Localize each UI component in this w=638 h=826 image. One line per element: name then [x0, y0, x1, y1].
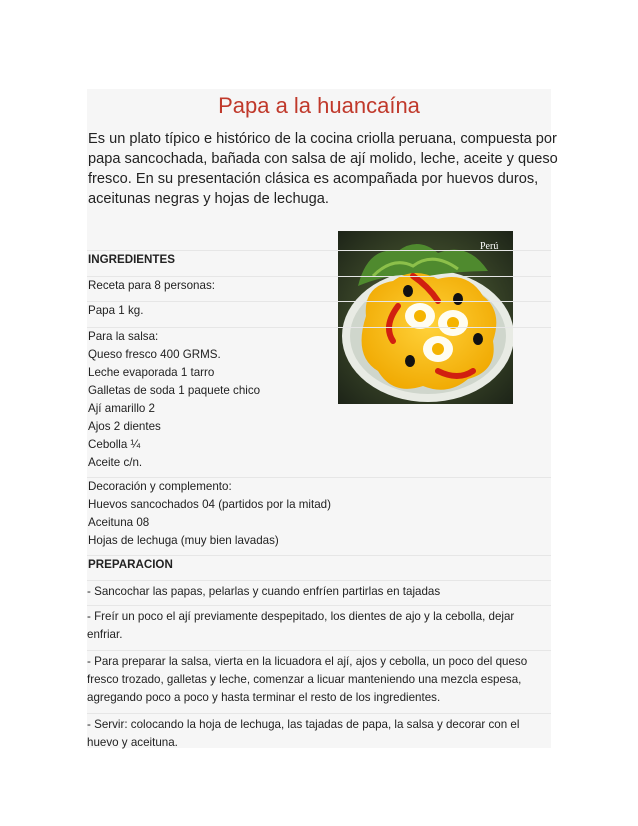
ingredients-heading: INGREDIENTES — [87, 250, 551, 269]
sauce-item: Queso fresco 400 GRMS. — [88, 348, 221, 361]
sauce-item: Ají amarillo 2 — [88, 402, 156, 415]
prep-step: - Servir: colocando la hoja de lechuga, las tajadas de papa, la salsa y decorar con el huevo y aceituna. — [87, 713, 551, 752]
sauce-item: Galletas de soda 1 paquete chico — [88, 384, 261, 397]
sauce-item: Aceite c/n. — [88, 456, 143, 469]
decoration-label: Decoración y complemento: — [88, 480, 232, 493]
decoration-item: Aceituna 08 — [88, 516, 150, 529]
page-title: Papa a la huancaína — [218, 93, 420, 118]
prep-step: - Para preparar la salsa, vierta en la licuadora el ají, ajos y cebolla, un poco del queso fresco trozado, galletas y leche, comenzar a licuar manteniendo una mezcla espesa, agregando poco a poco y hasta terminar el resto de los ingredientes. — [87, 650, 551, 707]
intro-paragraph: Es un plato típico e histórico de la cocina criolla peruana, compuesta por papa sancochada, bañada con salsa de ají molido, leche, aceite y queso fresco. En su presentación clásica es acompañada por huevos duros, aceitunas negras y hojas de lechuga. — [88, 131, 558, 207]
potato-row: Papa 1 kg. — [87, 301, 551, 320]
sauce-item: Cebolla ¼ — [88, 438, 141, 451]
prep-step: - Sancochar las papas, pelarlas y cuando enfríen partirlas en tajadas — [87, 580, 551, 601]
sauce-item: Leche evaporada 1 tarro — [88, 366, 215, 379]
sauce-block — [87, 327, 551, 472]
servings-row: Receta para 8 personas: — [87, 276, 551, 295]
sauce-item: Ajos 2 dientes — [88, 420, 161, 433]
decoration-block — [87, 477, 551, 550]
decoration-item: Huevos sancochados 04 (partidos por la mitad) — [88, 498, 331, 511]
decoration-item: Hojas de lechuga (muy bien lavadas) — [88, 534, 279, 547]
sauce-label: Para la salsa: — [88, 330, 159, 343]
prep-step: - Freír un poco el ají previamente despepitado, los dientes de ajo y la cebolla, dejar enfriar. — [87, 605, 551, 644]
photo-watermark: Perú — [480, 241, 499, 252]
preparation-heading: PREPARACION — [87, 555, 551, 574]
